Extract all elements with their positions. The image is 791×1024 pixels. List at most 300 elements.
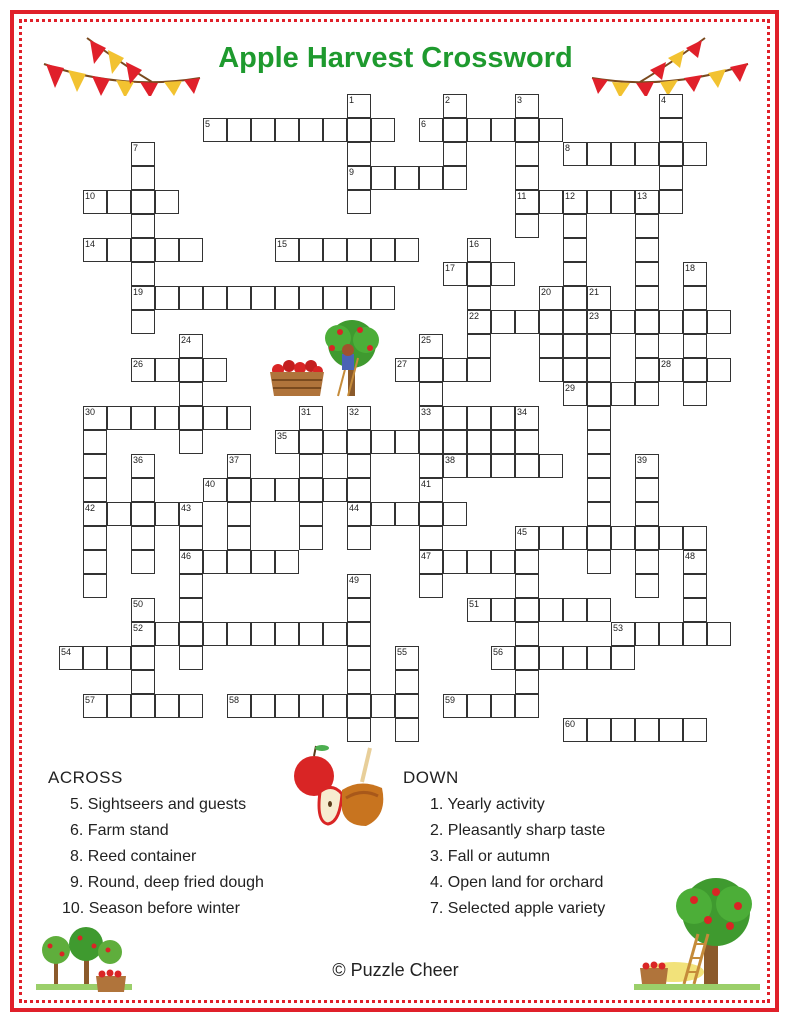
crossword-cell[interactable]	[539, 310, 563, 334]
crossword-cell[interactable]	[395, 430, 419, 454]
crossword-cell[interactable]	[371, 694, 395, 718]
crossword-cell[interactable]	[419, 118, 443, 142]
crossword-cell[interactable]	[683, 310, 707, 334]
crossword-cell[interactable]	[131, 526, 155, 550]
crossword-cell[interactable]	[515, 526, 539, 550]
crossword-cell[interactable]	[347, 646, 371, 670]
crossword-cell[interactable]	[683, 142, 707, 166]
crossword-cell[interactable]	[227, 622, 251, 646]
crossword-cell[interactable]	[227, 694, 251, 718]
crossword-cell[interactable]	[275, 550, 299, 574]
crossword-cell[interactable]	[611, 382, 635, 406]
crossword-cell[interactable]	[83, 478, 107, 502]
crossword-cell[interactable]	[107, 238, 131, 262]
crossword-cell[interactable]	[515, 166, 539, 190]
crossword-cell[interactable]	[419, 454, 443, 478]
crossword-cell[interactable]	[563, 526, 587, 550]
crossword-cell[interactable]	[131, 214, 155, 238]
crossword-cell[interactable]	[659, 358, 683, 382]
crossword-cell[interactable]	[443, 502, 467, 526]
crossword-cell[interactable]	[323, 430, 347, 454]
crossword-cell[interactable]	[419, 358, 443, 382]
crossword-cell[interactable]	[107, 646, 131, 670]
crossword-cell[interactable]	[419, 334, 443, 358]
crossword-cell[interactable]	[563, 214, 587, 238]
crossword-cell[interactable]	[155, 502, 179, 526]
crossword-cell[interactable]	[179, 694, 203, 718]
crossword-cell[interactable]	[275, 238, 299, 262]
crossword-cell[interactable]	[467, 358, 491, 382]
crossword-cell[interactable]	[515, 694, 539, 718]
crossword-cell[interactable]	[611, 310, 635, 334]
crossword-cell[interactable]	[635, 382, 659, 406]
crossword-cell[interactable]	[347, 622, 371, 646]
crossword-cell[interactable]	[347, 166, 371, 190]
crossword-cell[interactable]	[179, 334, 203, 358]
crossword-cell[interactable]	[587, 598, 611, 622]
crossword-cell[interactable]	[515, 646, 539, 670]
crossword-cell[interactable]	[659, 142, 683, 166]
crossword-cell[interactable]	[179, 406, 203, 430]
crossword-cell[interactable]	[539, 358, 563, 382]
crossword-cell[interactable]	[611, 190, 635, 214]
crossword-cell[interactable]	[491, 262, 515, 286]
crossword-cell[interactable]	[203, 622, 227, 646]
crossword-cell[interactable]	[299, 286, 323, 310]
crossword-cell[interactable]	[131, 622, 155, 646]
crossword-cell[interactable]	[395, 166, 419, 190]
crossword-cell[interactable]	[515, 622, 539, 646]
crossword-cell[interactable]	[131, 646, 155, 670]
crossword-cell[interactable]	[395, 670, 419, 694]
crossword-cell[interactable]	[419, 430, 443, 454]
crossword-cell[interactable]	[539, 646, 563, 670]
crossword-cell[interactable]	[563, 718, 587, 742]
crossword-cell[interactable]	[347, 118, 371, 142]
crossword-cell[interactable]	[467, 238, 491, 262]
crossword-cell[interactable]	[683, 262, 707, 286]
crossword-cell[interactable]	[683, 574, 707, 598]
crossword-cell[interactable]	[587, 454, 611, 478]
crossword-cell[interactable]	[467, 334, 491, 358]
crossword-cell[interactable]	[587, 382, 611, 406]
crossword-cell[interactable]	[299, 454, 323, 478]
crossword-cell[interactable]	[515, 406, 539, 430]
crossword-cell[interactable]	[227, 502, 251, 526]
crossword-cell[interactable]	[179, 550, 203, 574]
crossword-cell[interactable]	[299, 526, 323, 550]
crossword-cell[interactable]	[659, 622, 683, 646]
crossword-cell[interactable]	[635, 238, 659, 262]
crossword-cell[interactable]	[227, 406, 251, 430]
crossword-cell[interactable]	[635, 550, 659, 574]
crossword-cell[interactable]	[563, 238, 587, 262]
crossword-cell[interactable]	[347, 598, 371, 622]
crossword-cell[interactable]	[203, 478, 227, 502]
crossword-cell[interactable]	[227, 118, 251, 142]
crossword-cell[interactable]	[251, 478, 275, 502]
crossword-cell[interactable]	[443, 358, 467, 382]
crossword-cell[interactable]	[131, 142, 155, 166]
crossword-cell[interactable]	[347, 94, 371, 118]
crossword-cell[interactable]	[83, 454, 107, 478]
crossword-cell[interactable]	[539, 286, 563, 310]
crossword-cell[interactable]	[347, 694, 371, 718]
crossword-cell[interactable]	[443, 118, 467, 142]
crossword-cell[interactable]	[347, 454, 371, 478]
crossword-cell[interactable]	[419, 550, 443, 574]
crossword-cell[interactable]	[299, 118, 323, 142]
crossword-cell[interactable]	[467, 694, 491, 718]
crossword-cell[interactable]	[491, 406, 515, 430]
crossword-cell[interactable]	[443, 142, 467, 166]
crossword-cell[interactable]	[419, 406, 443, 430]
crossword-cell[interactable]	[515, 214, 539, 238]
crossword-cell[interactable]	[563, 382, 587, 406]
crossword-cell[interactable]	[59, 646, 83, 670]
crossword-cell[interactable]	[371, 502, 395, 526]
crossword-cell[interactable]	[299, 502, 323, 526]
crossword-cell[interactable]	[203, 550, 227, 574]
crossword-cell[interactable]	[515, 454, 539, 478]
crossword-cell[interactable]	[635, 286, 659, 310]
crossword-cell[interactable]	[131, 286, 155, 310]
crossword-cell[interactable]	[539, 454, 563, 478]
crossword-cell[interactable]	[515, 94, 539, 118]
crossword-cell[interactable]	[491, 550, 515, 574]
crossword-cell[interactable]	[635, 574, 659, 598]
crossword-cell[interactable]	[515, 574, 539, 598]
crossword-cell[interactable]	[83, 526, 107, 550]
crossword-cell[interactable]	[155, 406, 179, 430]
crossword-cell[interactable]	[131, 694, 155, 718]
crossword-cell[interactable]	[251, 694, 275, 718]
crossword-cell[interactable]	[347, 142, 371, 166]
crossword-cell[interactable]	[179, 238, 203, 262]
crossword-cell[interactable]	[587, 550, 611, 574]
crossword-cell[interactable]	[611, 526, 635, 550]
crossword-cell[interactable]	[107, 190, 131, 214]
crossword-cell[interactable]	[275, 694, 299, 718]
crossword-cell[interactable]	[179, 358, 203, 382]
crossword-cell[interactable]	[83, 694, 107, 718]
crossword-cell[interactable]	[707, 358, 731, 382]
crossword-cell[interactable]	[227, 454, 251, 478]
crossword-cell[interactable]	[515, 142, 539, 166]
crossword-cell[interactable]	[419, 478, 443, 502]
crossword-cell[interactable]	[323, 694, 347, 718]
crossword-cell[interactable]	[587, 646, 611, 670]
crossword-cell[interactable]	[179, 574, 203, 598]
crossword-cell[interactable]	[131, 478, 155, 502]
crossword-cell[interactable]	[323, 118, 347, 142]
crossword-cell[interactable]	[635, 502, 659, 526]
crossword-cell[interactable]	[275, 286, 299, 310]
crossword-cell[interactable]	[131, 166, 155, 190]
crossword-cell[interactable]	[179, 646, 203, 670]
crossword-cell[interactable]	[323, 478, 347, 502]
crossword-cell[interactable]	[299, 430, 323, 454]
crossword-cell[interactable]	[635, 190, 659, 214]
crossword-cell[interactable]	[587, 430, 611, 454]
crossword-cell[interactable]	[587, 334, 611, 358]
crossword-cell[interactable]	[347, 406, 371, 430]
crossword-cell[interactable]	[539, 118, 563, 142]
crossword-cell[interactable]	[395, 646, 419, 670]
crossword-cell[interactable]	[635, 454, 659, 478]
crossword-cell[interactable]	[683, 526, 707, 550]
crossword-cell[interactable]	[83, 430, 107, 454]
crossword-cell[interactable]	[83, 574, 107, 598]
crossword-cell[interactable]	[131, 358, 155, 382]
crossword-cell[interactable]	[323, 238, 347, 262]
crossword-cell[interactable]	[323, 622, 347, 646]
crossword-cell[interactable]	[419, 574, 443, 598]
crossword-cell[interactable]	[635, 478, 659, 502]
crossword-cell[interactable]	[491, 646, 515, 670]
crossword-cell[interactable]	[275, 622, 299, 646]
crossword-cell[interactable]	[635, 214, 659, 238]
crossword-cell[interactable]	[347, 238, 371, 262]
crossword-cell[interactable]	[347, 502, 371, 526]
crossword-cell[interactable]	[347, 478, 371, 502]
crossword-cell[interactable]	[155, 190, 179, 214]
crossword-cell[interactable]	[539, 526, 563, 550]
crossword-cell[interactable]	[179, 430, 203, 454]
crossword-cell[interactable]	[587, 142, 611, 166]
crossword-cell[interactable]	[659, 718, 683, 742]
crossword-cell[interactable]	[635, 622, 659, 646]
crossword-cell[interactable]	[539, 598, 563, 622]
crossword-cell[interactable]	[203, 118, 227, 142]
crossword-cell[interactable]	[251, 622, 275, 646]
crossword-cell[interactable]	[659, 526, 683, 550]
crossword-cell[interactable]	[491, 430, 515, 454]
crossword-cell[interactable]	[443, 166, 467, 190]
crossword-cell[interactable]	[563, 142, 587, 166]
crossword-cell[interactable]	[227, 286, 251, 310]
crossword-cell[interactable]	[491, 454, 515, 478]
crossword-cell[interactable]	[683, 550, 707, 574]
crossword-cell[interactable]	[347, 718, 371, 742]
crossword-cell[interactable]	[491, 118, 515, 142]
crossword-cell[interactable]	[83, 502, 107, 526]
crossword-cell[interactable]	[251, 118, 275, 142]
crossword-cell[interactable]	[539, 190, 563, 214]
crossword-cell[interactable]	[443, 694, 467, 718]
crossword-cell[interactable]	[515, 118, 539, 142]
crossword-cell[interactable]	[443, 262, 467, 286]
crossword-cell[interactable]	[83, 238, 107, 262]
crossword-cell[interactable]	[587, 358, 611, 382]
crossword-cell[interactable]	[179, 382, 203, 406]
crossword-cell[interactable]	[707, 310, 731, 334]
crossword-cell[interactable]	[467, 598, 491, 622]
crossword-cell[interactable]	[467, 286, 491, 310]
crossword-cell[interactable]	[491, 694, 515, 718]
crossword-cell[interactable]	[371, 118, 395, 142]
crossword-cell[interactable]	[275, 118, 299, 142]
crossword-cell[interactable]	[659, 94, 683, 118]
crossword-cell[interactable]	[563, 286, 587, 310]
crossword-cell[interactable]	[467, 310, 491, 334]
crossword-cell[interactable]	[659, 118, 683, 142]
crossword-cell[interactable]	[131, 190, 155, 214]
crossword-cell[interactable]	[299, 694, 323, 718]
crossword-cell[interactable]	[347, 286, 371, 310]
crossword-cell[interactable]	[611, 718, 635, 742]
crossword-cell[interactable]	[227, 478, 251, 502]
crossword-cell[interactable]	[83, 550, 107, 574]
crossword-cell[interactable]	[131, 598, 155, 622]
crossword-cell[interactable]	[203, 286, 227, 310]
crossword-cell[interactable]	[131, 670, 155, 694]
crossword-cell[interactable]	[443, 406, 467, 430]
crossword-cell[interactable]	[371, 430, 395, 454]
crossword-cell[interactable]	[683, 358, 707, 382]
crossword-cell[interactable]	[563, 646, 587, 670]
crossword-cell[interactable]	[659, 190, 683, 214]
crossword-cell[interactable]	[635, 334, 659, 358]
crossword-cell[interactable]	[179, 526, 203, 550]
crossword-cell[interactable]	[587, 502, 611, 526]
crossword-cell[interactable]	[371, 166, 395, 190]
crossword-cell[interactable]	[83, 190, 107, 214]
crossword-cell[interactable]	[131, 310, 155, 334]
crossword-cell[interactable]	[683, 622, 707, 646]
crossword-cell[interactable]	[299, 478, 323, 502]
crossword-cell[interactable]	[299, 406, 323, 430]
crossword-cell[interactable]	[467, 262, 491, 286]
crossword-cell[interactable]	[707, 622, 731, 646]
crossword-cell[interactable]	[155, 358, 179, 382]
crossword-cell[interactable]	[467, 454, 491, 478]
crossword-cell[interactable]	[659, 166, 683, 190]
crossword-cell[interactable]	[419, 526, 443, 550]
crossword-cell[interactable]	[611, 646, 635, 670]
crossword-cell[interactable]	[395, 358, 419, 382]
crossword-cell[interactable]	[587, 478, 611, 502]
crossword-cell[interactable]	[155, 238, 179, 262]
crossword-cell[interactable]	[683, 382, 707, 406]
crossword-cell[interactable]	[635, 358, 659, 382]
crossword-cell[interactable]	[683, 334, 707, 358]
crossword-cell[interactable]	[515, 670, 539, 694]
crossword-cell[interactable]	[131, 502, 155, 526]
crossword-cell[interactable]	[659, 310, 683, 334]
crossword-cell[interactable]	[467, 550, 491, 574]
crossword-cell[interactable]	[131, 238, 155, 262]
crossword-cell[interactable]	[635, 142, 659, 166]
crossword-cell[interactable]	[107, 502, 131, 526]
crossword-cell[interactable]	[467, 430, 491, 454]
crossword-cell[interactable]	[83, 646, 107, 670]
crossword-cell[interactable]	[515, 598, 539, 622]
crossword-cell[interactable]	[203, 358, 227, 382]
crossword-cell[interactable]	[131, 550, 155, 574]
crossword-cell[interactable]	[515, 190, 539, 214]
crossword-cell[interactable]	[395, 238, 419, 262]
crossword-cell[interactable]	[611, 622, 635, 646]
crossword-cell[interactable]	[491, 310, 515, 334]
crossword-cell[interactable]	[83, 406, 107, 430]
crossword-cell[interactable]	[395, 502, 419, 526]
crossword-cell[interactable]	[419, 382, 443, 406]
crossword-cell[interactable]	[563, 190, 587, 214]
crossword-cell[interactable]	[563, 310, 587, 334]
crossword-cell[interactable]	[587, 526, 611, 550]
crossword-cell[interactable]	[467, 406, 491, 430]
crossword-cell[interactable]	[131, 454, 155, 478]
crossword-cell[interactable]	[347, 670, 371, 694]
crossword-cell[interactable]	[179, 598, 203, 622]
crossword-cell[interactable]	[587, 286, 611, 310]
crossword-cell[interactable]	[227, 550, 251, 574]
crossword-cell[interactable]	[443, 550, 467, 574]
crossword-cell[interactable]	[467, 118, 491, 142]
crossword-cell[interactable]	[107, 406, 131, 430]
crossword-cell[interactable]	[179, 622, 203, 646]
crossword-cell[interactable]	[395, 694, 419, 718]
crossword-cell[interactable]	[347, 574, 371, 598]
crossword-cell[interactable]	[443, 94, 467, 118]
crossword-cell[interactable]	[491, 598, 515, 622]
crossword-cell[interactable]	[419, 502, 443, 526]
crossword-cell[interactable]	[347, 430, 371, 454]
crossword-cell[interactable]	[155, 694, 179, 718]
crossword-cell[interactable]	[299, 622, 323, 646]
crossword-cell[interactable]	[179, 502, 203, 526]
crossword-cell[interactable]	[371, 286, 395, 310]
crossword-cell[interactable]	[275, 478, 299, 502]
crossword-cell[interactable]	[563, 598, 587, 622]
crossword-cell[interactable]	[443, 454, 467, 478]
crossword-cell[interactable]	[179, 286, 203, 310]
crossword-cell[interactable]	[251, 286, 275, 310]
crossword-cell[interactable]	[419, 166, 443, 190]
crossword-cell[interactable]	[635, 310, 659, 334]
crossword-cell[interactable]	[299, 238, 323, 262]
crossword-cell[interactable]	[563, 358, 587, 382]
crossword-cell[interactable]	[587, 406, 611, 430]
crossword-cell[interactable]	[155, 622, 179, 646]
crossword-cell[interactable]	[347, 190, 371, 214]
crossword-cell[interactable]	[131, 262, 155, 286]
crossword-cell[interactable]	[107, 694, 131, 718]
crossword-cell[interactable]	[131, 406, 155, 430]
crossword-cell[interactable]	[563, 262, 587, 286]
crossword-cell[interactable]	[515, 550, 539, 574]
crossword-cell[interactable]	[683, 718, 707, 742]
crossword-cell[interactable]	[539, 334, 563, 358]
crossword-cell[interactable]	[227, 526, 251, 550]
crossword-cell[interactable]	[683, 286, 707, 310]
crossword-cell[interactable]	[611, 142, 635, 166]
crossword-cell[interactable]	[395, 718, 419, 742]
crossword-cell[interactable]	[563, 334, 587, 358]
crossword-cell[interactable]	[371, 238, 395, 262]
crossword-cell[interactable]	[251, 550, 275, 574]
crossword-cell[interactable]	[515, 430, 539, 454]
crossword-cell[interactable]	[587, 190, 611, 214]
crossword-cell[interactable]	[587, 718, 611, 742]
crossword-cell[interactable]	[635, 262, 659, 286]
crossword-cell[interactable]	[587, 310, 611, 334]
crossword-cell[interactable]	[275, 430, 299, 454]
crossword-cell[interactable]	[635, 718, 659, 742]
crossword-cell[interactable]	[347, 526, 371, 550]
crossword-cell[interactable]	[443, 430, 467, 454]
